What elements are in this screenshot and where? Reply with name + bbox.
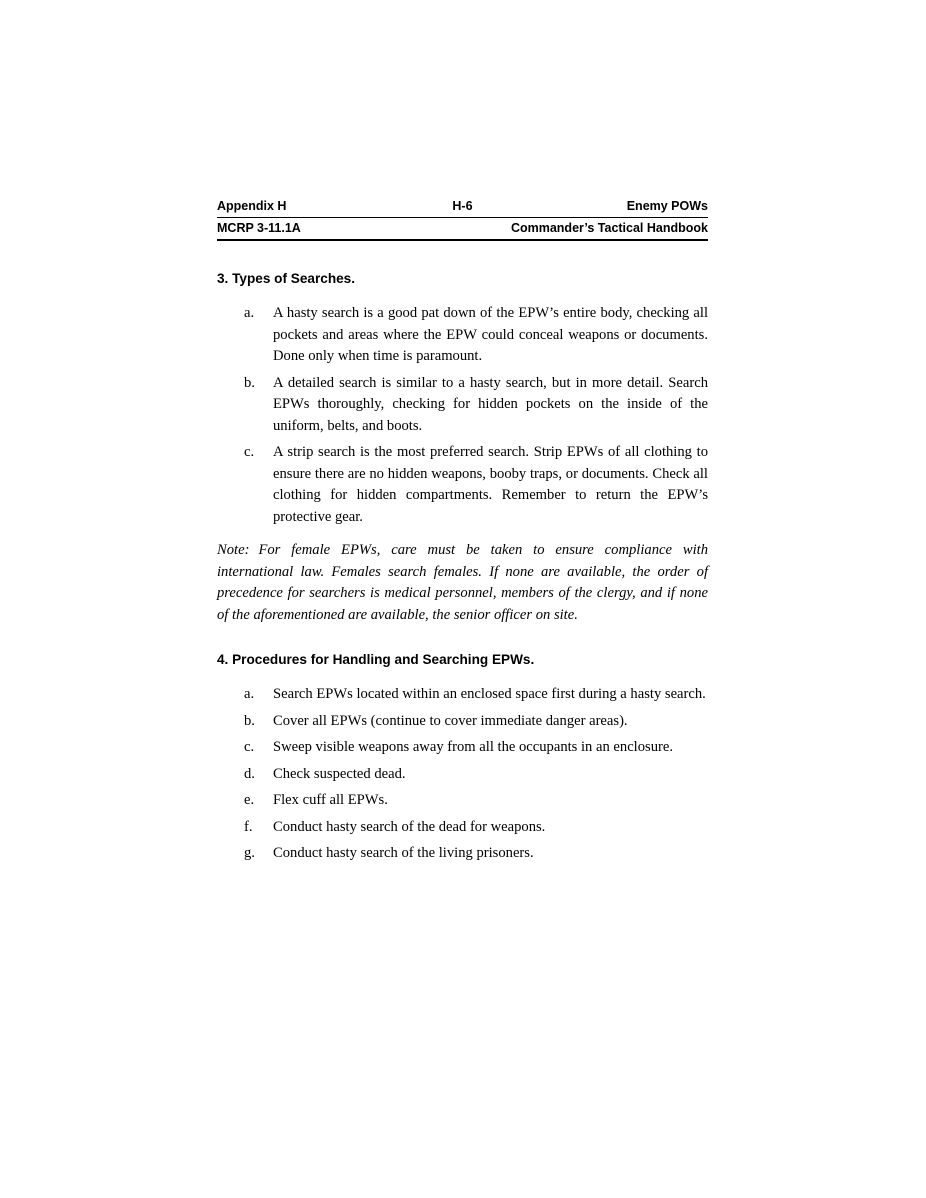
list-item-text: A hasty search is a good pat down of the EPW’s entire body, checking all pockets and areas where the EPW could conceal weapons or documents. Done only when time is paramount. xyxy=(273,305,708,364)
header-appendix-label: Appendix H xyxy=(217,199,287,213)
list-item xyxy=(244,737,708,759)
header-row-2 xyxy=(217,218,708,241)
header-publication-number: MCRP 3-11.1A xyxy=(217,221,301,235)
list-item-text: Sweep visible weapons away from all the occupants in an enclosure. xyxy=(273,739,673,755)
list-item xyxy=(244,817,708,839)
list-item-label: c. xyxy=(244,444,255,460)
list-item-label: b. xyxy=(244,712,255,729)
list-item xyxy=(244,373,708,438)
section-3-heading: 3. Types of Searches. xyxy=(217,271,356,286)
list-item-text: A strip search is the most preferred search. Strip EPWs of all clothing to ensure there are no hidden weapons, booby traps, or documents. Check all clothing for hidden compartments. Remember to return the EPW’s protective gear. xyxy=(273,444,708,525)
list-item-label: b. xyxy=(244,374,255,391)
list-item-label: d. xyxy=(244,765,255,782)
list-item xyxy=(244,442,708,528)
list-item-label: f. xyxy=(244,818,253,835)
list-item-label: a. xyxy=(244,305,255,321)
header-publication-title: Commander’s Tactical Handbook xyxy=(510,221,708,235)
list-item-label: c. xyxy=(244,739,255,755)
list-item-text: Conduct hasty search of the living prisoners. xyxy=(273,845,534,861)
note-text: For female EPWs, care must be taken to ensure compliance with international law. Females search females. If none are available, the order of precedence for searchers is medical personnel, members of the clergy, and if none of the aforementioned are available, the senior officer on site. xyxy=(217,542,708,623)
section-4-list xyxy=(217,684,708,865)
list-item-text: Cover all EPWs (continue to cover immediate danger areas). xyxy=(273,712,628,729)
list-item xyxy=(244,303,708,368)
list-item xyxy=(244,684,708,706)
list-item xyxy=(244,711,708,733)
page-content xyxy=(217,199,708,870)
note-paragraph xyxy=(217,540,708,626)
list-item-text: Search EPWs located within an enclosed space first during a hasty search. xyxy=(273,686,706,702)
header-page-number: H-6 xyxy=(452,199,473,213)
header-subject-label: Enemy POWs xyxy=(626,199,708,213)
list-item-text: Check suspected dead. xyxy=(273,765,406,782)
list-item-label: g. xyxy=(244,845,255,861)
list-item-label: a. xyxy=(244,686,255,702)
section-4-heading: 4. Procedures for Handling and Searching EPWs. xyxy=(217,652,535,667)
list-item-text: Flex cuff all EPWs. xyxy=(273,792,388,808)
header-row-1 xyxy=(217,199,708,218)
list-item-label: e. xyxy=(244,792,255,808)
section-3-list xyxy=(217,303,708,528)
note-label: Note: xyxy=(217,542,250,558)
list-item-text: A detailed search is similar to a hasty search, but in more detail. Search EPWs thoroughly, checking for hidden pockets on the inside of the uniform, belts, and boots. xyxy=(273,374,708,434)
list-item xyxy=(244,843,708,865)
list-item-text: Conduct hasty search of the dead for weapons. xyxy=(273,818,546,835)
page-header xyxy=(217,199,708,241)
list-item xyxy=(244,764,708,786)
list-item xyxy=(244,790,708,812)
